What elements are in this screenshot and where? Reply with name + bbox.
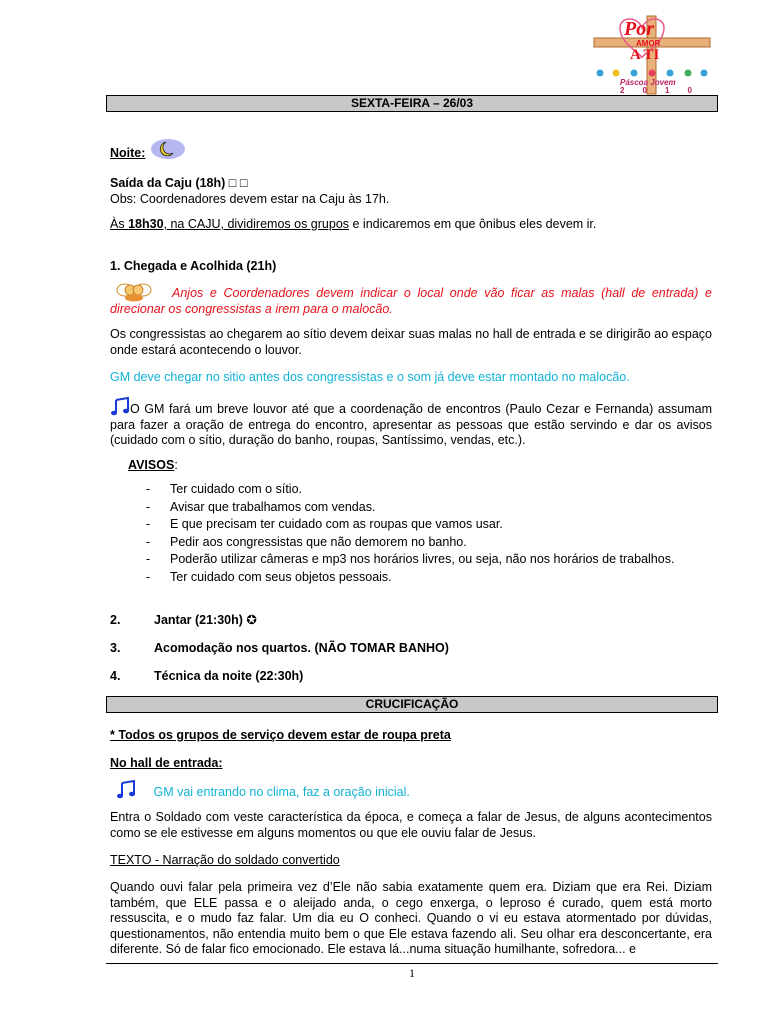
page-number: 1 (409, 966, 415, 980)
list-item: - E que precisam ter cuidado com as roupas que vamos usar. (146, 517, 503, 531)
soldado-para: Entra o Soldado com veste característica da época, e começa a falar de Jesus, de alguns acontecimentos como se ele estivesse em alguns momentos ou que ele ouviu falar de Jesus. (110, 810, 712, 840)
saida-obs: Obs: Coordenadores devem estar na Caju às 17h. (110, 191, 390, 206)
logo-text-ati: A TI (630, 47, 660, 63)
list-item: - Pedir aos congressistas que não demorem no banho. (146, 534, 467, 549)
logo-text-amor: AMOR (636, 39, 661, 48)
fork-knife-icon: ✪ (246, 613, 257, 627)
music-note-icon (116, 780, 136, 800)
section-header-sexta-feira: SEXTA-FEIRA – 26/03 (106, 95, 718, 112)
logo-caption: Páscoa Jovem (620, 78, 676, 87)
roupa-preta-note: * Todos os grupos de serviço devem estar de roupa preta (110, 728, 451, 742)
list-item: - Ter cuidado com seus objetos pessoais. (146, 569, 392, 584)
gm-note: GM deve chegar no sitio antes dos congressistas e o som já deve estar montado no malocão. (110, 370, 630, 384)
footer-rule (106, 963, 718, 964)
saida-title: Saída da Caju (18h) □ □ (110, 176, 248, 190)
moon-icon (150, 138, 186, 163)
list-item: - Avisar que trabalhamos com vendas. (146, 499, 376, 514)
angels-note: Anjos e Coordenadores devem indicar o local onde vão ficar as malas (hall de entrada) e direcionar os congressistas a irem para o malocão. (110, 286, 712, 316)
chegada-para: Os congressistas ao chegarem ao sítio devem deixar suas malas no hall de entrada e se dirigirão ao espaço onde estará acontecendo o louvor. (110, 327, 712, 357)
saida-block (110, 176, 718, 207)
numbered-item-jantar: 2. Jantar (21:30h) ✪ (110, 613, 257, 627)
chegada-title: 1. Chegada e Acolhida (21h) (110, 259, 277, 273)
numbered-item-tecnica: 4. Técnica da noite (22:30h) (110, 669, 304, 683)
logo (590, 14, 714, 96)
gm-para: O GM fará um breve louvor até que a coordenação de encontros (Paulo Cezar e Fernanda) assumam para fazer a oração de entrega do encontro, apresentar as pessoas que estão servindo e dar os avisos (cuidado com o sítio, duração do banho, roupas, Santíssimo, vendas, etc.). (110, 397, 712, 449)
hall-heading: No hall de entrada: (110, 756, 223, 770)
noite-label: Noite: (110, 146, 146, 160)
avisos-heading: AVISOS: (128, 458, 178, 472)
list-item: - Poderão utilizar câmeras e mp3 nos horários livres, ou seja, não nos horários de trabalhos. (146, 552, 675, 566)
section-header-crucificacao: CRUCIFICAÇÃO (106, 696, 718, 713)
list-item: - Ter cuidado com o sítio. (146, 482, 303, 496)
gm-line: GM vai entrando no clima, faz a oração inicial. (116, 780, 716, 800)
numbered-item-acomodacao: 3. Acomodação nos quartos. (NÃO TOMAR BANHO) (110, 641, 449, 655)
avisos-list (146, 481, 718, 586)
texto-para: Quando ouvi falar pela primeira vez d’Ele não sabia exatamente quem era. Diziam que era Rei. Diziam também, que ELE passa e o aleijado anda, o cego enxerga, o leproso é curado, quem está morto ressuscita, e o mudo faz falar. Um dia eu O conheci. Quando o vi eu estava atormentado por dúvidas, questionamentos, não entendia muito bem o que Ele estava fazendo ali. Seu olhar era desconcertante, era diferente. Só de falar fico emocionado. Ele estava lá...numa situação humilhante, sofredora... e (110, 880, 712, 956)
logo-year: 2 0 1 0 (620, 86, 692, 95)
music-note-icon (110, 397, 130, 417)
grupos-line: Às 18h30, na CAJU, dividiremos os grupos e indicaremos em que ônibus eles devem ir. (110, 217, 597, 231)
logo-text-por: Por (624, 18, 654, 40)
texto-title: TEXTO - Narração do soldado convertido (110, 853, 340, 867)
placeholder-box-icon: □ □ (228, 176, 248, 190)
